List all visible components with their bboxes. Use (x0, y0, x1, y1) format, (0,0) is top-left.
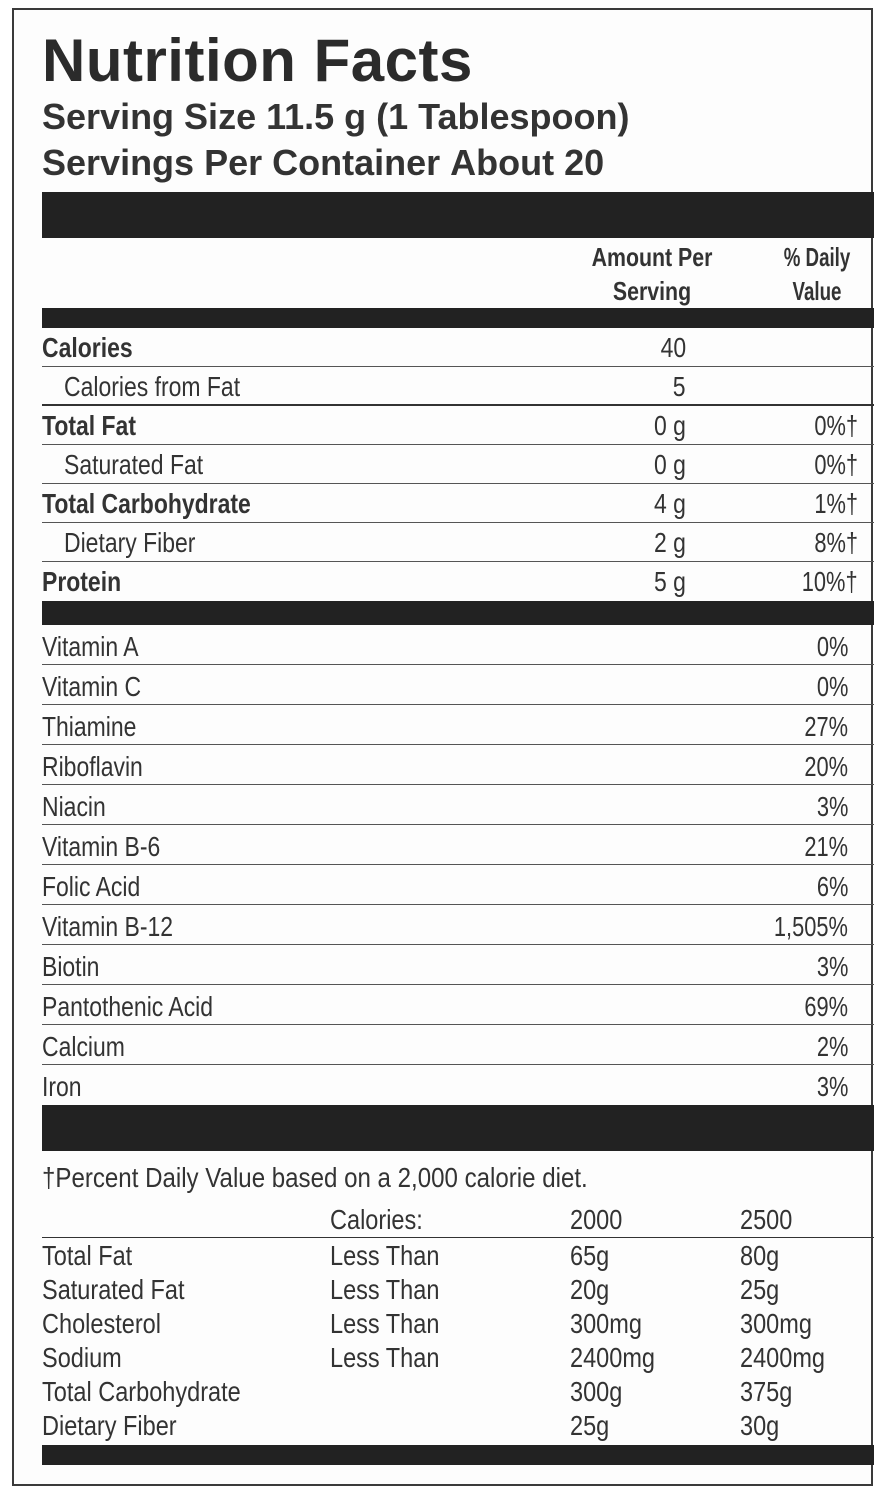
vitamin-row (42, 945, 874, 985)
dv-row-2500: 2400mg (740, 1342, 825, 1373)
dv-row-qualifier: Less Than (330, 1342, 440, 1373)
nutrient-row-protein (42, 562, 874, 601)
vitamin-daily-value: 21% (804, 831, 848, 862)
nutrient-daily-value: 10%† (802, 566, 858, 597)
nutrient-name: Dietary Fiber (64, 527, 196, 558)
nutrient-row-total-carbohydrate (42, 484, 874, 523)
vitamin-name: Folic Acid (42, 871, 141, 902)
nutrient-name: Protein (42, 566, 122, 597)
nutrient-row-calories-from-fat (42, 367, 874, 406)
servings-per-container-value: About 20 (450, 142, 605, 183)
nutrient-daily-value: 0%† (814, 449, 858, 480)
nutrition-facts-content (42, 28, 874, 1465)
dv-table-row (42, 1273, 874, 1307)
dv-row-2000: 65g (570, 1240, 610, 1271)
thick-divider-bar (42, 1105, 874, 1151)
vitamin-row (42, 665, 874, 705)
vitamin-daily-value: 0% (816, 671, 848, 702)
vitamin-daily-value: 3% (816, 1071, 848, 1102)
daily-value-footnote (42, 1151, 874, 1203)
dv-row-label: Total Carbohydrate (42, 1376, 241, 1407)
vitamin-name: Biotin (42, 951, 100, 982)
amount-per-serving-header: Amount Per Serving (591, 242, 713, 306)
dv-row-qualifier: Less Than (330, 1240, 440, 1271)
servings-per-container-label: Servings Per Container (42, 142, 441, 183)
vitamin-name: Thiamine (42, 711, 137, 742)
vitamin-row (42, 705, 874, 745)
nutrient-name: Calories from Fat (64, 371, 241, 402)
nutrient-daily-value: 1%† (814, 488, 858, 519)
dv-table-row (42, 1239, 874, 1273)
nutrient-amount: 4 g (654, 488, 686, 519)
serving-size-value: 11.5 g (1 Tablespoon) (266, 96, 630, 137)
servings-per-container-line (42, 140, 874, 186)
dv-row-label: Saturated Fat (42, 1274, 185, 1305)
nutrient-amount: 0 g (654, 410, 686, 441)
vitamin-name: Iron (42, 1071, 82, 1102)
vitamin-row (42, 825, 874, 865)
vitamin-daily-value: 2% (816, 1031, 848, 1062)
dv-table-header-row (42, 1203, 874, 1238)
dv-row-2500: 300mg (740, 1308, 812, 1339)
vitamin-daily-value: 1,505% (773, 911, 848, 942)
serving-size-label: Serving Size (42, 96, 257, 137)
dv-table-row (42, 1409, 874, 1443)
nutrient-name: Calories (42, 332, 133, 363)
dv-row-label: Sodium (42, 1342, 122, 1373)
nutrition-facts-title: Nutrition Facts (42, 27, 473, 94)
footnote-text: †Percent Daily Value based on a 2,000 calorie diet. (42, 1162, 588, 1193)
dv-table-row (42, 1341, 874, 1375)
vitamin-row (42, 985, 874, 1025)
medium-divider-bar (42, 308, 874, 328)
nutrient-row-saturated-fat (42, 445, 874, 484)
vitamin-name: Vitamin B-12 (42, 911, 174, 942)
vitamin-name: Pantothenic Acid (42, 991, 214, 1022)
medium-divider-bar (42, 601, 874, 625)
dv-row-label: Dietary Fiber (42, 1410, 177, 1441)
vitamin-daily-value: 0% (816, 631, 848, 662)
dv-table-row (42, 1375, 874, 1409)
nutrient-daily-value: 8%† (814, 527, 858, 558)
vitamin-daily-value: 20% (804, 751, 848, 782)
dv-row-label: Total Fat (42, 1240, 133, 1271)
vitamin-row (42, 865, 874, 905)
vitamin-daily-value: 3% (816, 951, 848, 982)
dv-row-2500: 25g (740, 1274, 780, 1305)
vitamin-name: Vitamin A (42, 631, 139, 662)
thick-divider-bar (42, 192, 874, 238)
nutrient-name: Total Fat (42, 410, 136, 441)
dv-header-2500: 2500 (740, 1204, 793, 1235)
dv-row-2000: 2400mg (570, 1342, 655, 1373)
vitamin-row (42, 1025, 874, 1065)
bottom-divider-bar (42, 1445, 874, 1465)
vitamin-daily-value: 27% (804, 711, 848, 742)
dv-row-2500: 375g (740, 1376, 793, 1407)
nutrient-amount: 2 g (654, 527, 686, 558)
column-headers (42, 238, 874, 308)
dv-row-2000: 300mg (570, 1308, 642, 1339)
nutrient-row-total-fat (42, 406, 874, 445)
vitamin-daily-value: 3% (816, 791, 848, 822)
vitamin-daily-value: 69% (804, 991, 848, 1022)
macronutrient-rows (42, 328, 874, 601)
vitamin-name: Calcium (42, 1031, 125, 1062)
vitamin-rows (42, 625, 874, 1105)
vitamin-row (42, 625, 874, 665)
daily-values-reference-table (42, 1203, 874, 1441)
nutrient-amount: 5 g (654, 566, 686, 597)
vitamin-name: Riboflavin (42, 751, 143, 782)
dv-row-label: Cholesterol (42, 1308, 161, 1339)
dv-row-2500: 30g (740, 1410, 780, 1441)
dv-header-2000: 2000 (570, 1204, 623, 1235)
dv-row-2500: 80g (740, 1240, 780, 1271)
dv-header-qualifier: Calories: (330, 1204, 423, 1235)
vitamin-name: Vitamin B-6 (42, 831, 161, 862)
dv-row-2000: 25g (570, 1410, 610, 1441)
dv-row-qualifier: Less Than (330, 1308, 440, 1339)
vitamin-name: Niacin (42, 791, 106, 822)
daily-value-header: % Daily Value (783, 242, 851, 306)
nutrient-amount: 5 (673, 371, 686, 402)
vitamin-daily-value: 6% (816, 871, 848, 902)
nutrient-row-calories (42, 328, 874, 367)
vitamin-row (42, 745, 874, 785)
vitamin-row (42, 1065, 874, 1105)
serving-size-line (42, 94, 874, 140)
vitamin-row (42, 905, 874, 945)
nutrition-facts-panel (12, 8, 873, 1486)
vitamin-row (42, 785, 874, 825)
nutrient-amount: 0 g (654, 449, 686, 480)
dv-table-row (42, 1307, 874, 1341)
nutrient-name: Total Carbohydrate (42, 488, 251, 519)
dv-row-qualifier: Less Than (330, 1274, 440, 1305)
dv-row-2000: 20g (570, 1274, 610, 1305)
nutrient-daily-value: 0%† (814, 410, 858, 441)
vitamin-name: Vitamin C (42, 671, 142, 702)
nutrient-amount: 40 (660, 332, 686, 363)
dv-row-2000: 300g (570, 1376, 623, 1407)
nutrient-row-dietary-fiber (42, 523, 874, 562)
nutrient-name: Saturated Fat (64, 449, 204, 480)
